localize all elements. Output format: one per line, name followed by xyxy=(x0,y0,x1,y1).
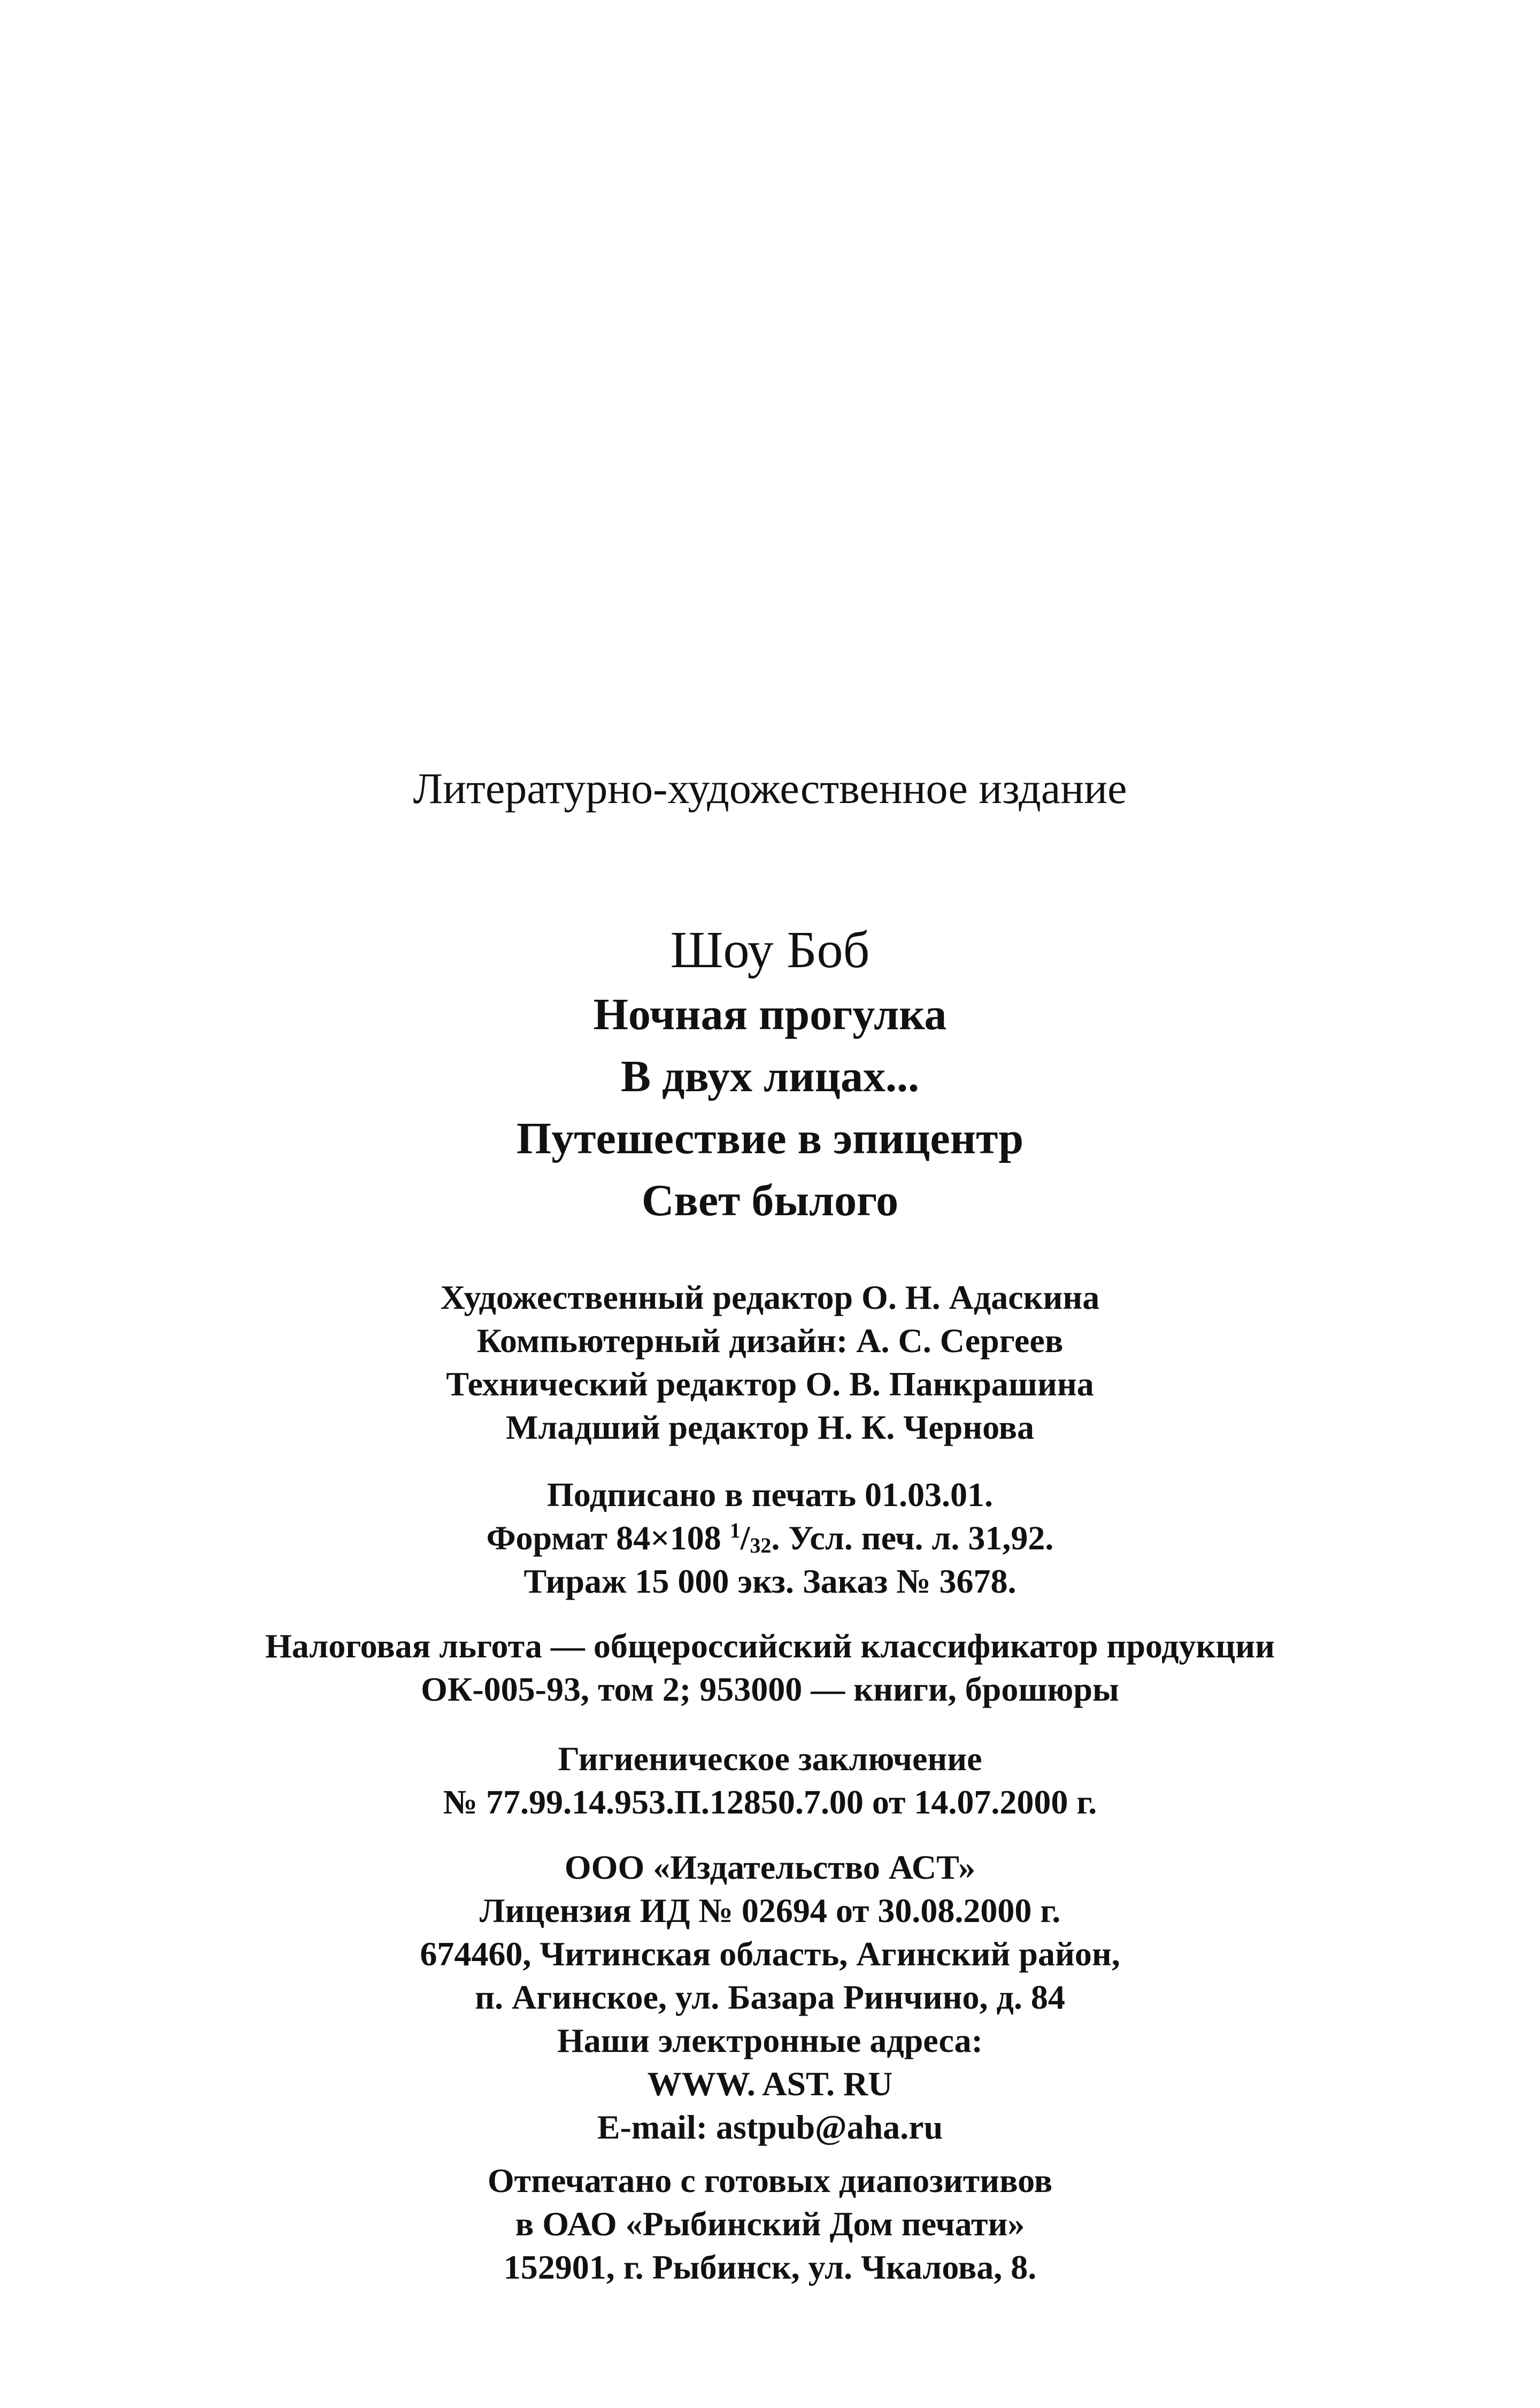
credit-line: Младший редактор Н. К. Чернова xyxy=(505,1408,1035,1446)
format-suffix: . Усл. печ. л. 31,92. xyxy=(771,1519,1054,1557)
credits-block xyxy=(0,1276,1540,1449)
author-block xyxy=(0,920,1540,981)
print-info-block xyxy=(0,1473,1540,1603)
title-line: Свет былого xyxy=(641,1176,899,1225)
hygiene-block xyxy=(0,1737,1540,1824)
printer-line: в ОАО «Рыбинский Дом печати» xyxy=(515,2205,1025,2243)
printer-block xyxy=(0,2159,1540,2289)
printer-line: Отпечатано с готовых диапозитивов xyxy=(487,2162,1053,2199)
tax-line: ОК-005-93, том 2; 953000 — книги, брошюры xyxy=(421,1670,1119,1708)
publisher-line: Наши электронные адреса: xyxy=(557,2021,983,2059)
format-fraction-numerator: 1 xyxy=(729,1518,741,1542)
printer-line: 152901, г. Рыбинск, ул. Чкалова, 8. xyxy=(503,2248,1037,2286)
publisher-line: 674460, Читинская область, Агинский район, xyxy=(420,1935,1120,1973)
hygiene-line: Гигиеническое заключение xyxy=(558,1740,982,1778)
title-line: В двух лицах... xyxy=(621,1052,919,1101)
publisher-line: Лицензия ИД № 02694 от 30.08.2000 г. xyxy=(479,1892,1061,1930)
publisher-block xyxy=(0,1846,1540,2149)
titles-block xyxy=(0,984,1540,1232)
title-line: Путешествие в эпицентр xyxy=(516,1114,1024,1163)
format-line xyxy=(0,1516,1540,1560)
publisher-email: E-mail: astpub@aha.ru xyxy=(597,2108,943,2146)
author-name: Шоу Боб xyxy=(670,921,870,979)
credit-line: Художественный редактор О. Н. Адаскина xyxy=(440,1278,1100,1316)
tax-block xyxy=(0,1624,1540,1711)
format-fraction-separator: / xyxy=(740,1519,750,1557)
tax-line: Налоговая льгота — общероссийский классификатор продукции xyxy=(265,1627,1275,1665)
credit-line: Технический редактор О. В. Панкрашина xyxy=(446,1365,1094,1403)
format-fraction-denominator: 32 xyxy=(750,1533,772,1557)
publisher-website: WWW. AST. RU xyxy=(647,2065,893,2103)
series-label-block xyxy=(0,759,1540,818)
format-prefix: Формат 84×108 xyxy=(486,1519,730,1557)
print-run-line: Тираж 15 000 экз. Заказ № 3678. xyxy=(523,1562,1017,1600)
signed-to-print: Подписано в печать 01.03.01. xyxy=(546,1476,994,1514)
publisher-line: ООО «Издательство АСТ» xyxy=(564,1848,976,1886)
publisher-line: п. Агинское, ул. Базара Ринчино, д. 84 xyxy=(475,1978,1065,2016)
series-label: Литературно-художественное издание xyxy=(413,764,1127,813)
hygiene-line: № 77.99.14.953.П.12850.7.00 от 14.07.2000 г. xyxy=(443,1783,1097,1821)
title-line: Ночная прогулка xyxy=(593,990,947,1039)
credit-line: Компьютерный дизайн: А. С. Сергеев xyxy=(476,1322,1064,1360)
